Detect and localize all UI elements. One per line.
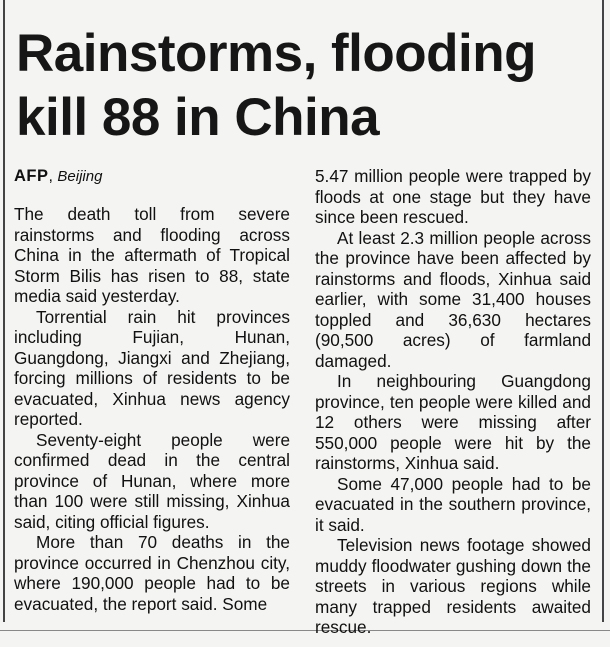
article-paragraph: More than 70 deaths in the province occurred in Chenzhou city, where 190,000 people had to be evacuated, the report said. Some xyxy=(14,532,290,614)
article-paragraph: Television news footage showed muddy floodwater gushing down the streets in various regions while many trapped residents awaited rescue. xyxy=(315,535,591,637)
article-column-right xyxy=(315,166,591,638)
byline-location: Beijing xyxy=(57,168,103,185)
byline-agency: AFP xyxy=(14,167,49,185)
column-rule-right xyxy=(602,0,604,622)
article-paragraph: Some 47,000 people had to be evacuated in the southern province, it said. xyxy=(315,473,591,535)
byline xyxy=(14,166,290,187)
article-paragraph: The death toll from severe rainstorms and flooding across China in the aftermath of Tropical Storm Bilis has risen to 88, state media said yesterday. xyxy=(14,204,290,306)
article-paragraph-continued: 5.47 million people were trapped by floods at one stage but they have since been rescued. xyxy=(315,166,591,227)
article-paragraph: Seventy-eight people were confirmed dead in the central province of Hunan, where more than 100 were still missing, Xinhua said, citing official figures. xyxy=(14,429,290,532)
headline: Rainstorms, flooding kill 88 in China xyxy=(16,24,536,147)
article-paragraph: In neighbouring Guangdong province, ten people were killed and 12 others were missing after 550,000 people were hit by the rainstorms, Xinhua said. xyxy=(315,371,591,473)
article-paragraph: At least 2.3 million people across the province have been affected by rainstorms and floods, Xinhua said earlier, with some 31,400 houses toppled and 36,630 hectares (90,500 acres) of farmland damaged. xyxy=(315,227,591,371)
byline-separator: , xyxy=(48,168,58,185)
column-rule-left xyxy=(3,0,5,622)
article-column-left xyxy=(14,166,290,614)
article-paragraph: Torrential rain hit provinces including Fujian, Hunan, Guangdong, Jiangxi and Zhejiang, forcing millions of residents to be evacuated, Xinhua news agency reported. xyxy=(14,306,290,429)
